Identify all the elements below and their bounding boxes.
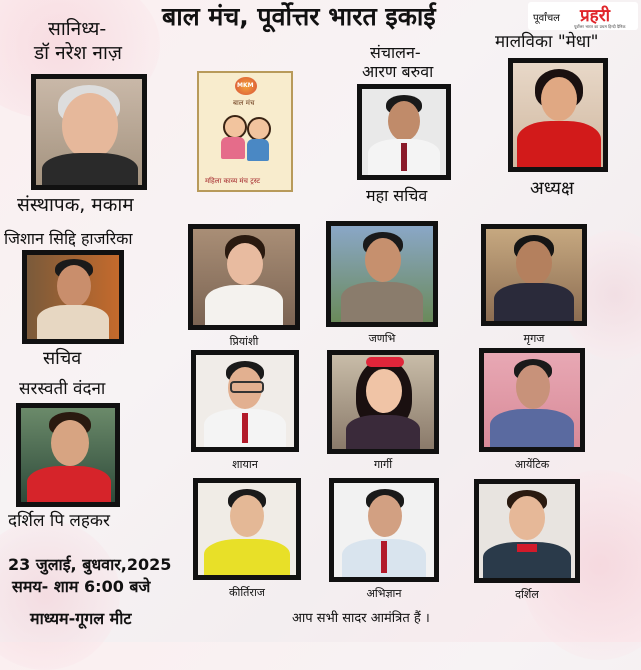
photo-participant-8 (329, 478, 439, 582)
participant-8-name: अभिज्ञान (366, 587, 402, 600)
president-name: मालविका "मेधा" (495, 32, 599, 52)
photo-participant-4 (191, 350, 299, 452)
page-title: बाल मंच, पूर्वोत्तर भारत इकाई (162, 2, 436, 31)
logo-bottom-text: महिला काव्य मंच ट्रस्ट (205, 177, 261, 185)
photo-participant-5 (327, 350, 439, 454)
brand-logo (528, 2, 638, 30)
sannidhya-name: डॉ नरेश नाज़ (34, 42, 122, 64)
photo-participant-1 (188, 224, 300, 330)
photo-aran-baruva (357, 84, 451, 180)
invitation-text: आप सभी सादर आमंत्रित हैं । (292, 611, 430, 626)
participant-3-name: मृगज (523, 332, 545, 345)
photo-malavika-medha (508, 58, 608, 172)
participant-2-name: जणभि (368, 332, 396, 345)
participant-5-name: गार्गी (373, 458, 393, 471)
saraswati-name: दर्शिल पि लहकर (8, 511, 110, 531)
participant-9-name: दर्शिल (515, 588, 539, 601)
participant-1-name: प्रियांशी (229, 335, 259, 348)
participant-7-name: कीर्तिराज (229, 586, 265, 599)
logo-top-text: बाल मंच (233, 99, 255, 107)
sanchalan-caption: महा सचिव (366, 186, 428, 205)
logo-emblem-text: MKM (237, 82, 254, 89)
sannidhya-label: सानिध्य- (48, 18, 107, 40)
bal-manch-logo (197, 71, 293, 192)
photo-darshil-lahkar (16, 403, 120, 507)
photo-jishan (22, 250, 124, 344)
photo-participant-6 (479, 348, 585, 452)
saraswati-label: सरस्वती वंदना (19, 379, 106, 399)
participant-6-name: आयेंटिक (514, 458, 550, 471)
photo-participant-2 (326, 221, 438, 327)
logo-kids-illustration (217, 111, 275, 169)
event-medium: माध्यम-गूगल मीट (30, 609, 132, 628)
photo-participant-3 (481, 224, 587, 326)
founder-caption: संस्थापक, मकाम (17, 194, 134, 216)
sanchalan-label: संचालन- (370, 43, 421, 62)
brand-right-text: प्रहरी (580, 6, 611, 26)
secretary-name: जिशान सिद्दि हाजरिका (4, 229, 133, 248)
brand-left-text: पूर्वांचल (533, 13, 560, 24)
president-caption: अध्यक्ष (530, 178, 574, 199)
event-date: 23 जुलाई, बुधवार,2025 (8, 555, 172, 574)
brand-tagline: पूर्वोत्तर भारत का प्रथम हिन्दी दैनिक (574, 24, 626, 29)
participant-4-name: शायान (232, 458, 258, 471)
photo-participant-7 (193, 478, 301, 580)
secretary-caption: सचिव (43, 348, 82, 369)
event-time: समय- शाम 6:00 बजे (12, 577, 151, 596)
sanchalan-name: आरण बरुवा (362, 62, 434, 81)
photo-participant-9 (474, 479, 580, 583)
photo-naresh-naaz (31, 74, 147, 190)
